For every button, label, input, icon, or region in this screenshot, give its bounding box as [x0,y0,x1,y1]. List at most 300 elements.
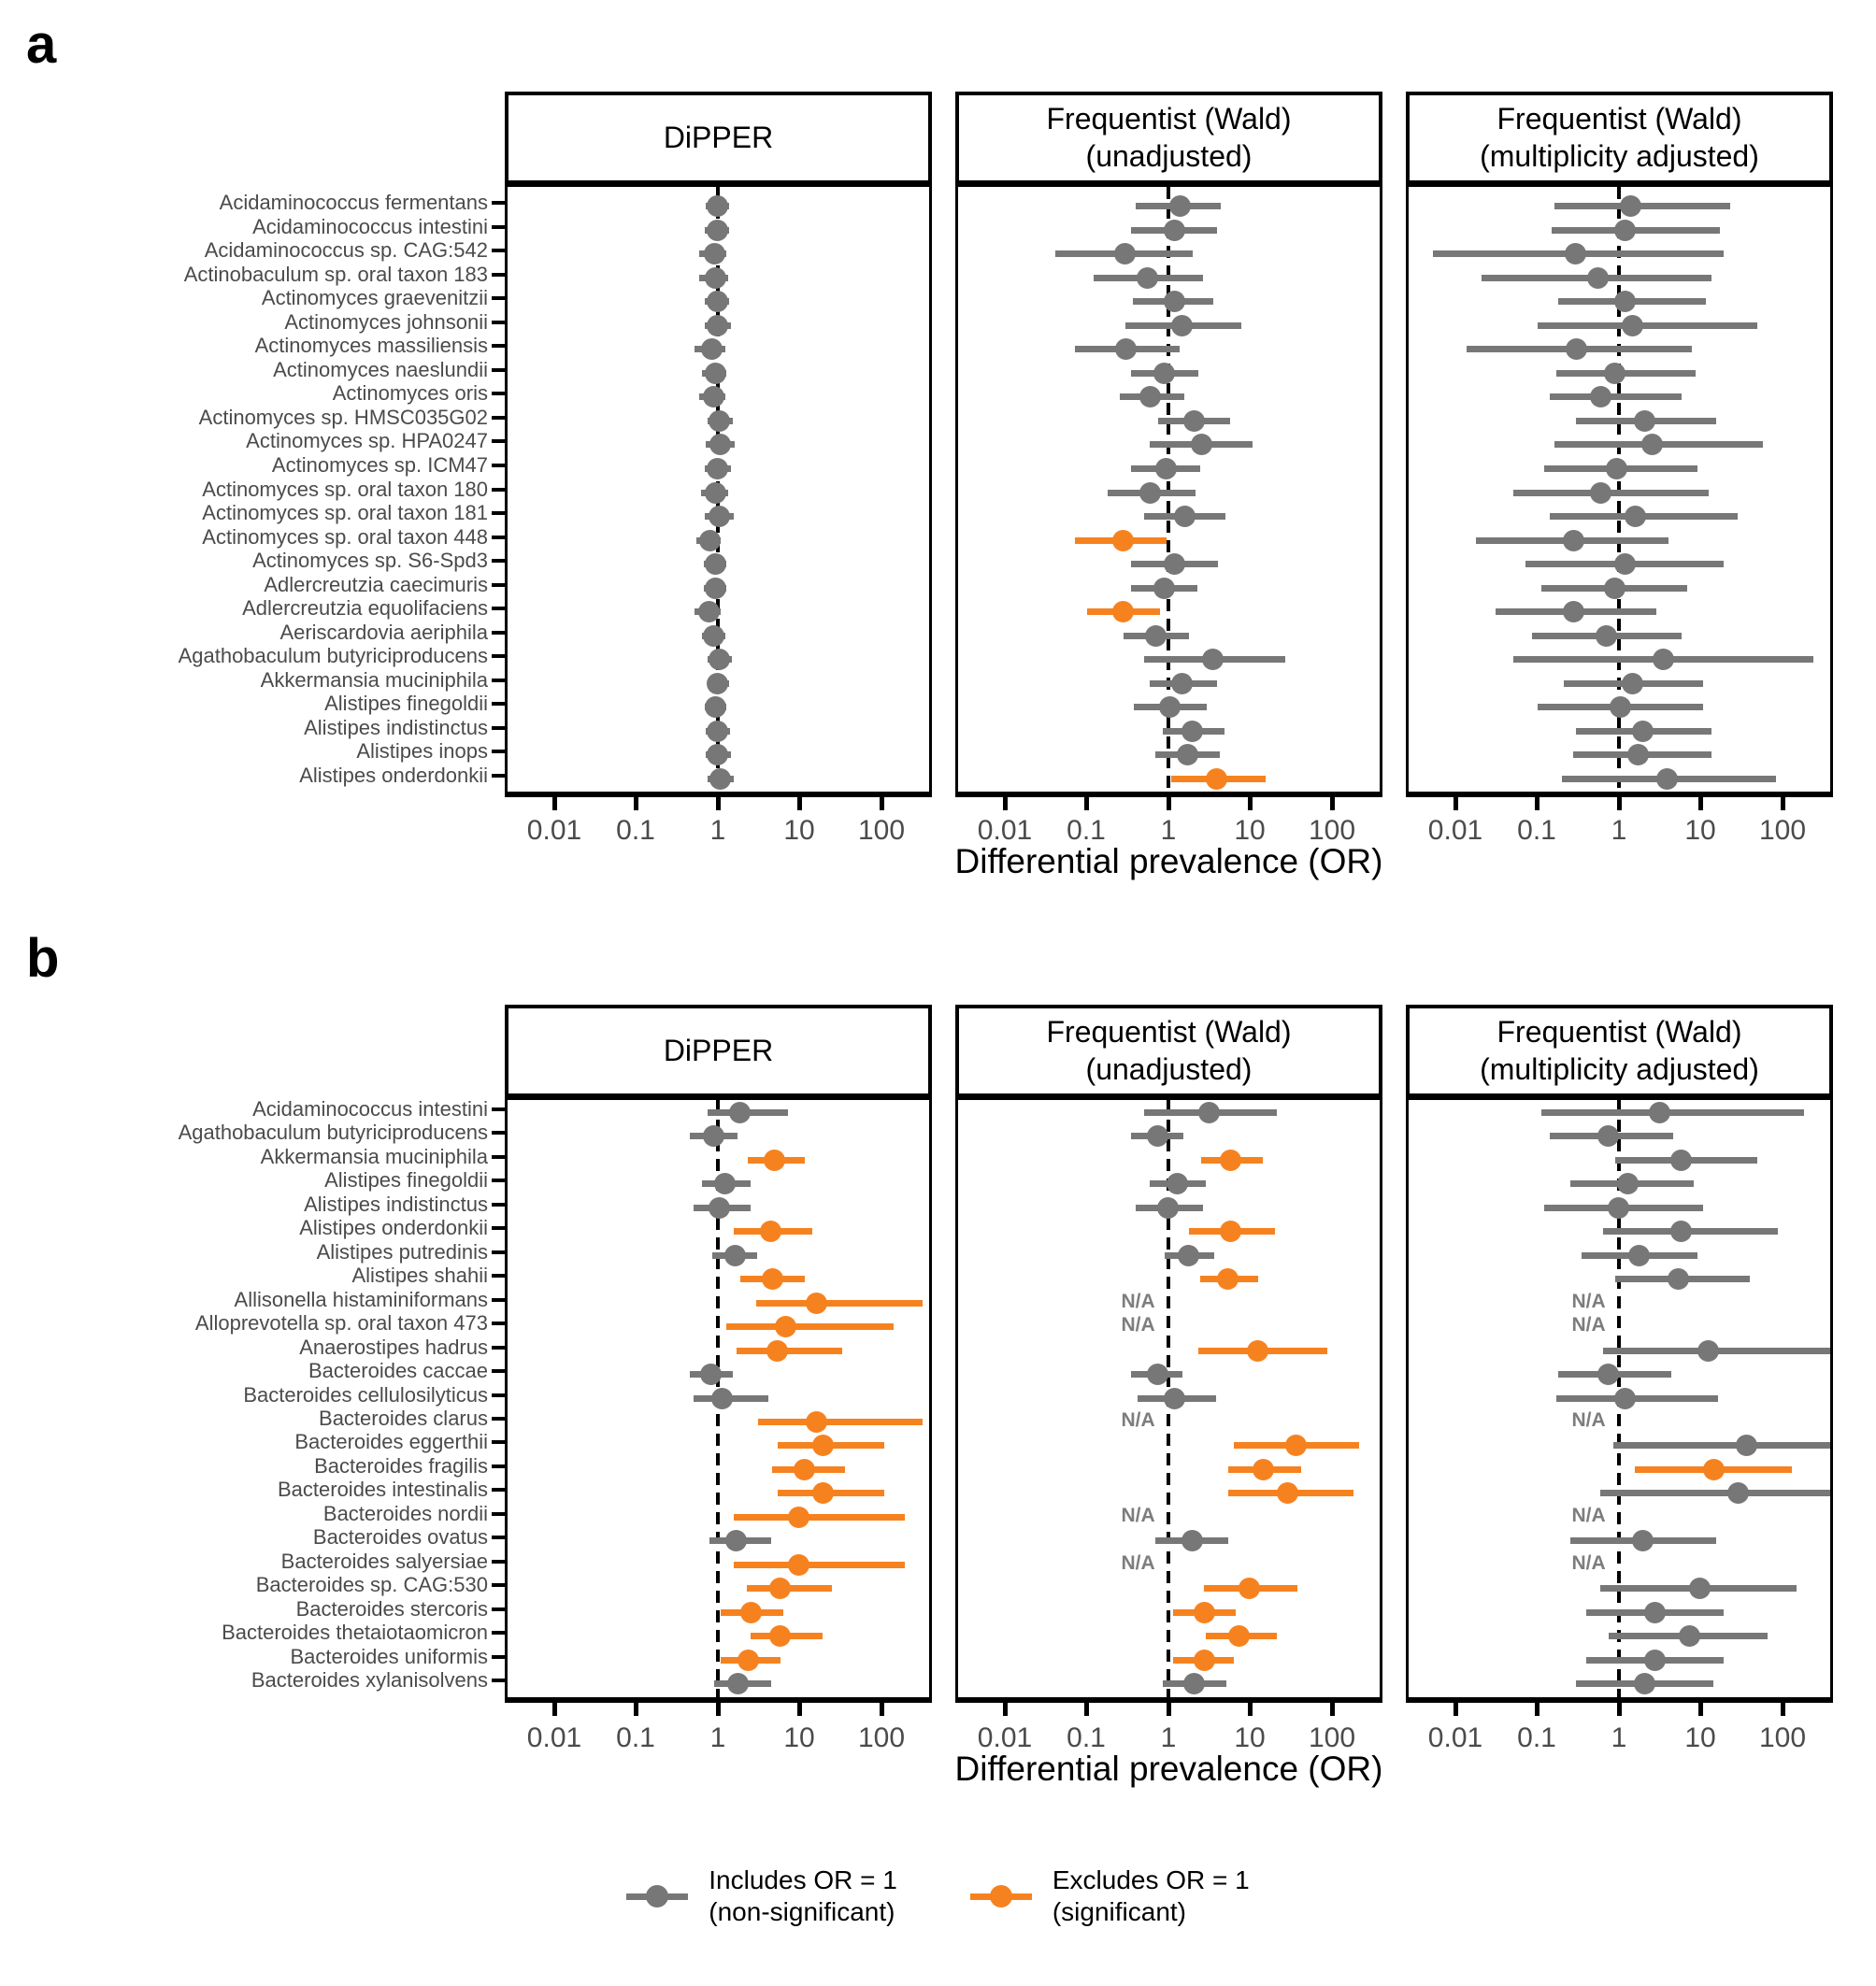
or-point [1247,1340,1268,1362]
species-label: Actinomyces sp. HPA0247 [246,429,488,453]
species-label: Adlercreutzia equolifaciens [242,596,488,621]
y-tick-mark [492,1464,505,1468]
species-label: Aeriscardovia aeriphila [279,620,488,644]
or-point [1174,506,1196,527]
na-label: N/A [1121,1290,1155,1312]
x-tick-label: 0.01 [526,815,582,846]
or-point [727,1673,749,1694]
x-tick-mark [1084,797,1089,810]
species-label: Alistipes finegoldii [324,692,488,716]
x-tick-label: 100 [1308,815,1356,846]
y-tick-mark [492,1631,505,1635]
species-label: Actinomyces massiliensis [254,334,488,358]
or-point [1703,1459,1725,1480]
or-point [1171,673,1193,694]
y-tick-mark [492,1107,505,1111]
x-tick-mark [634,797,638,810]
or-point [1565,243,1586,264]
or-point [1220,1150,1241,1171]
y-tick-mark [492,488,505,492]
y-tick-mark [492,225,505,229]
facet-strip-title: (multiplicity adjusted) [1480,1051,1759,1086]
facet-plot-area [505,1097,932,1703]
x-tick-mark [1617,1703,1622,1716]
ci-line [1613,1442,1830,1449]
or-point [1137,267,1158,289]
ci-line [1556,1395,1718,1402]
or-point [769,1578,791,1599]
or-point [1139,386,1161,407]
species-label: Actinomyces sp. HMSC035G02 [198,405,488,429]
ci-line [734,1562,905,1568]
facet-strip-title: Frequentist (Wald) [1046,1015,1292,1050]
or-point [762,1268,783,1290]
y-tick-mark [492,750,505,753]
or-point [709,649,730,670]
species-label: Acidaminococcus sp. CAG:542 [204,238,488,263]
or-point [812,1435,834,1456]
y-tick-mark [492,368,505,372]
or-point [705,578,726,599]
x-tick-mark [1781,1703,1785,1716]
or-point [1596,625,1617,647]
x-tick-mark [1698,797,1703,810]
or-point [794,1459,815,1480]
or-point [1155,458,1177,479]
or-point [764,1150,785,1171]
y-tick-mark [492,1536,505,1539]
species-label: Bacteroides uniformis [290,1644,488,1668]
species-label: Alistipes onderdonkii [299,764,488,787]
or-point [1668,1268,1689,1290]
x-tick-label: 100 [857,815,906,846]
species-label: Actinobaculum sp. oral taxon 183 [183,262,488,286]
y-tick-mark [492,296,505,300]
y-tick-mark [492,654,505,658]
x-tick-mark [1003,797,1008,810]
legend-item-nonsignificant [626,1865,897,1928]
x-tick-label: 0.1 [616,815,655,846]
or-point [1670,1221,1692,1242]
or-point [1167,1173,1188,1194]
x-tick-label: 0.01 [977,815,1033,846]
x-tick-mark [880,1703,884,1716]
ci-line [758,1419,923,1425]
legend-label-line: (non-significant) [709,1897,895,1927]
species-label: Actinomyces johnsonii [284,309,488,334]
or-point [1628,1245,1650,1266]
species-label: Bacteroides clarus [319,1406,488,1430]
y-tick-mark [492,1488,505,1492]
or-point [1634,1673,1655,1694]
or-point [1625,506,1646,527]
x-tick-label: 10 [783,1722,815,1753]
facet-strip-title: (multiplicity adjusted) [1480,138,1759,173]
or-point [1164,553,1185,575]
y-tick-mark [492,1131,505,1135]
or-point [725,1530,747,1551]
or-point [1220,1221,1241,1242]
x-tick-label: 1 [1160,815,1177,846]
species-label: Alistipes shahii [351,1264,488,1288]
or-point [1228,1625,1250,1647]
x-tick-label: 0.01 [1427,815,1483,846]
na-label: N/A [1571,1504,1606,1526]
or-point [705,696,726,718]
species-label: Alistipes onderdonkii [299,1216,488,1240]
or-point [711,1388,733,1409]
species-label: Bacteroides caccae [308,1359,488,1383]
y-tick-mark [492,273,505,277]
or-point [1606,458,1627,479]
ci-line [1554,203,1730,209]
or-point [1194,1650,1215,1671]
legend [0,1865,1876,1928]
x-tick-label: 100 [1758,1722,1807,1753]
y-tick-mark [492,1369,505,1373]
ci-line [1550,393,1682,400]
x-tick-mark [552,1703,557,1716]
species-label: Allisonella histaminiformans [234,1287,488,1311]
or-point [1634,410,1655,432]
y-tick-mark [492,702,505,706]
legend-label-nonsignificant [709,1865,897,1928]
facet-plot-area [1406,184,1833,797]
legend-label-line: Includes OR = 1 [709,1865,897,1894]
x-tick-label: 1 [1611,1722,1627,1753]
or-point [1620,195,1641,217]
or-point [1727,1482,1749,1504]
ci-line [734,1514,905,1521]
or-point [724,1245,746,1266]
or-point [1679,1625,1700,1647]
or-point [1217,1268,1239,1290]
or-point [709,1197,730,1219]
x-tick-label: 1 [709,1722,726,1753]
or-point [1164,220,1185,241]
species-label: Bacteroides cellulosilyticus [243,1382,488,1407]
x-tick-label: 0.1 [616,1722,655,1753]
legend-label-line: (significant) [1052,1897,1187,1927]
x-tick-mark [1167,1703,1171,1716]
species-label: Bacteroides stercoris [295,1596,488,1621]
y-tick-mark [492,607,505,610]
or-point [1644,1602,1666,1623]
y-tick-mark [492,1179,505,1182]
or-point [1656,768,1678,790]
facet-plot-area [1406,1097,1833,1703]
species-label: Actinomyces sp. ICM47 [271,452,488,477]
or-point [1239,1578,1260,1599]
species-label: Acidaminococcus fermentans [219,191,488,214]
x-tick-mark [1454,797,1458,810]
or-point [1183,410,1205,432]
or-point [1649,1102,1670,1123]
facet-strip [505,1005,932,1097]
or-point [1191,434,1212,455]
or-point [1202,649,1224,670]
or-point [1627,744,1649,765]
x-tick-label: 10 [1684,1722,1716,1753]
y-tick-mark [492,392,505,395]
panel-a-label: a [26,14,57,75]
or-point [701,338,723,360]
or-point [769,1625,791,1647]
or-point [1169,195,1191,217]
facet-strip-title: DiPPER [663,120,774,154]
or-point [709,506,730,527]
or-point [1632,1530,1654,1551]
species-label: Alistipes inops [356,739,488,764]
x-tick-label: 1 [709,815,726,846]
or-point [703,386,724,407]
or-point [1114,243,1136,264]
facet-strip [955,1005,1382,1097]
species-label: Bacteroides eggerthii [294,1430,488,1454]
y-tick-mark [492,1226,505,1230]
or-point [699,530,721,551]
or-point [1614,553,1636,575]
y-tick-mark [492,1440,505,1444]
or-point [1145,625,1167,647]
y-tick-mark [492,464,505,467]
x-tick-label: 0.1 [1067,1722,1106,1753]
legend-item-significant [970,1865,1250,1928]
species-label: Actinomyces oris [332,381,488,406]
x-tick-mark [1698,1703,1703,1716]
y-tick-mark [492,1322,505,1325]
nonsignificant-marker-icon [626,1885,688,1907]
ci-line [1552,227,1720,234]
or-point [1614,291,1636,312]
species-label: Actinomyces sp. S6-Spd3 [252,549,488,573]
species-label: Bacteroides sp. CAG:530 [255,1573,488,1597]
or-point [1563,530,1584,551]
y-tick-mark [492,439,505,443]
na-label: N/A [1571,1408,1606,1431]
y-tick-mark [492,679,505,682]
species-label: Agathobaculum butyriciproducens [178,1121,488,1145]
or-point [704,243,725,264]
species-label: Bacteroides thetaiotaomicron [222,1621,488,1645]
ci-line [737,1348,843,1354]
or-point [707,673,728,694]
or-point [707,195,728,217]
x-axis-title-panel-b: Differential prevalence (OR) [954,1750,1383,1788]
or-point [707,458,728,479]
or-point [1112,530,1134,551]
or-point [1206,768,1227,790]
x-tick-mark [1084,1703,1089,1716]
or-point [1689,1578,1711,1599]
species-label: Acidaminococcus intestini [252,214,488,238]
or-point [1614,220,1636,241]
x-tick-mark [797,797,802,810]
x-tick-label: 0.01 [526,1722,582,1753]
na-label: N/A [1571,1314,1606,1336]
x-tick-label: 0.01 [977,1722,1033,1753]
y-tick-mark [492,559,505,563]
facet-plot-area [505,184,932,797]
y-tick-mark [492,1679,505,1682]
y-tick-mark [492,321,505,324]
or-point [707,744,728,765]
x-tick-label: 100 [857,1722,906,1753]
or-point [1153,363,1175,384]
species-label: Actinomyces sp. oral taxon 448 [202,524,488,549]
x-tick-mark [1248,797,1253,810]
or-point [1653,649,1674,670]
or-point [1177,744,1198,765]
or-point [1697,1340,1719,1362]
panel-b-label: b [26,928,60,989]
or-point [1632,721,1654,742]
x-tick-mark [880,797,884,810]
or-point [1622,315,1643,336]
or-point [698,601,720,622]
species-label: Actinomyces sp. oral taxon 180 [202,477,488,501]
or-point [707,721,728,742]
x-tick-mark [1330,1703,1335,1716]
or-point [1159,696,1181,718]
species-label: Bacteroides ovatus [312,1525,488,1550]
ci-line [1541,1109,1805,1116]
or-point [1153,578,1175,599]
species-label: Bacteroides fragilis [314,1453,488,1478]
or-point [1566,338,1587,360]
facet-strip-title: DiPPER [663,1033,774,1067]
or-point [1641,434,1663,455]
or-point [705,267,726,289]
or-point [1563,601,1584,622]
or-point [738,1650,759,1671]
or-point [1608,1197,1629,1219]
species-label: Agathobaculum butyriciproducens [178,644,488,668]
facet-plot-area [955,1097,1382,1703]
y-tick-mark [492,1512,505,1516]
or-point [806,1293,827,1314]
x-tick-mark [1248,1703,1253,1716]
species-label: Actinomyces graevenitzii [261,286,488,310]
y-tick-mark [492,1655,505,1659]
y-tick-mark [492,416,505,420]
y-tick-mark [492,1274,505,1278]
y-tick-mark [492,201,505,205]
y-tick-mark [492,631,505,635]
or-point [700,1364,722,1385]
ci-line [1556,370,1696,377]
x-tick-mark [1167,797,1171,810]
facet-strip [1406,92,1833,184]
x-axis-title-panel-a: Differential prevalence (OR) [954,842,1383,880]
y-tick-mark [492,344,505,348]
or-point [1164,1388,1185,1409]
or-point [1590,386,1611,407]
x-tick-label: 0.01 [1427,1722,1483,1753]
species-label: Bacteroides salyersiae [280,1549,488,1573]
y-tick-mark [492,1298,505,1302]
na-label: N/A [1121,1504,1155,1526]
or-point [707,291,728,312]
or-point [1587,267,1609,289]
or-point [1614,1388,1636,1409]
x-tick-mark [1454,1703,1458,1716]
facet-strip [1406,1005,1833,1097]
or-point [1181,721,1203,742]
or-point [1115,338,1137,360]
x-tick-mark [552,797,557,810]
or-point [1622,673,1643,694]
y-tick-mark [492,1393,505,1397]
or-point [740,1602,762,1623]
y-tick-mark [492,583,505,587]
x-tick-label: 0.1 [1067,815,1106,846]
x-tick-label: 1 [1611,815,1627,846]
or-point [714,1173,736,1194]
ci-line [1600,1490,1830,1496]
or-point [1198,1102,1220,1123]
x-tick-mark [1003,1703,1008,1716]
or-point [709,410,730,432]
or-point [788,1554,809,1576]
na-label: N/A [1121,1551,1155,1574]
facet-plot-area [955,184,1382,797]
or-point [703,625,724,647]
or-point [1617,1173,1639,1194]
or-point [1183,1673,1205,1694]
species-label: Bacteroides intestinalis [277,1478,488,1502]
or-point [705,553,726,575]
facet-strip [505,92,932,184]
x-tick-mark [634,1703,638,1716]
facet-strip-title: (unadjusted) [1085,138,1253,173]
significant-marker-icon [970,1885,1032,1907]
or-point [1610,696,1631,718]
or-point [1736,1435,1757,1456]
or-point [1181,1530,1203,1551]
or-point [703,1125,724,1147]
x-tick-label: 100 [1758,815,1807,846]
or-point [1277,1482,1298,1504]
x-tick-mark [797,1703,802,1716]
facet-strip-title: Frequentist (Wald) [1046,102,1292,136]
or-point [709,434,731,455]
species-label: Alistipes finegoldii [324,1168,488,1193]
species-label: Anaerostipes hadrus [299,1335,488,1359]
species-label: Alistipes putredinis [316,1239,488,1264]
x-tick-label: 10 [1684,815,1716,846]
species-label: Adlercreutzia caecimuris [264,572,488,596]
x-tick-mark [1330,797,1335,810]
y-tick-mark [492,774,505,778]
or-point [1670,1150,1692,1171]
x-tick-label: 10 [1234,815,1266,846]
na-label: N/A [1571,1290,1606,1312]
species-label: Alistipes indistinctus [304,715,488,739]
y-tick-mark [492,1155,505,1159]
species-label: Alloprevotella sp. oral taxon 473 [194,1311,488,1336]
x-tick-label: 100 [1308,1722,1356,1753]
x-tick-label: 0.1 [1517,1722,1556,1753]
x-tick-mark [1535,1703,1539,1716]
legend-label-line: Excludes OR = 1 [1052,1865,1250,1894]
or-point [1590,482,1611,504]
species-label: Bacteroides nordii [322,1501,488,1525]
y-tick-mark [492,1417,505,1421]
x-tick-label: 10 [1234,1722,1266,1753]
or-point [1253,1459,1274,1480]
species-label: Bacteroides xylanisolvens [251,1668,488,1692]
